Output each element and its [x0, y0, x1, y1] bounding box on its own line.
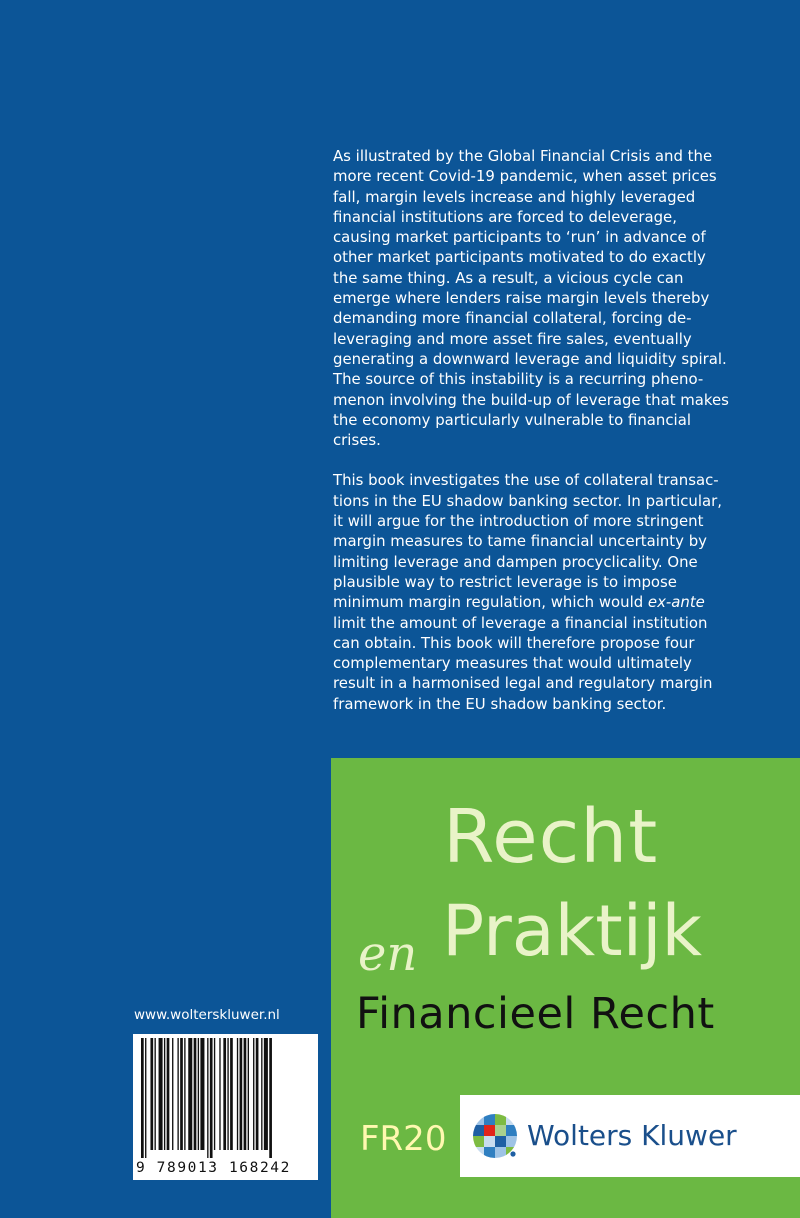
blurb-line: As illustrated by the Global Financial Crisis and the	[333, 147, 713, 165]
series-subtitle: Financieel Recht	[356, 989, 715, 1039]
blurb-line: the same thing. As a result, a vicious cycle can	[333, 268, 684, 287]
blurb-line: emerge where lenders raise margin levels thereby	[333, 289, 710, 308]
blurb-paragraph-2	[333, 470, 751, 714]
series-title-recht: Recht	[443, 794, 659, 880]
series-code: FR20	[360, 1119, 447, 1159]
blurb-line: framework in the EU shadow banking sector.	[333, 694, 667, 713]
blurb-line: This book investigates the use of collateral transac-	[333, 471, 719, 490]
blurb-line: causing market participants to ‘run’ in advance of	[333, 228, 706, 247]
blurb-line: demanding more financial collateral, forcing de-	[333, 309, 692, 328]
website-url: www.wolterskluwer.nl	[134, 1007, 280, 1023]
blurb-italic-term: ex-ante	[647, 593, 705, 612]
blurb-line: financial institutions are forced to deleverage,	[333, 207, 677, 226]
blurb-line: more recent Covid-19 pandemic, when asset prices	[333, 167, 717, 186]
isbn-barcode	[133, 1034, 318, 1180]
publisher-logo-block	[460, 1095, 800, 1177]
blurb-line: plausible way to restrict leverage is to impose	[333, 572, 677, 591]
wolters-kluwer-globe-icon	[472, 1113, 518, 1163]
blurb-line: menon involving the build-up of leverage that makes	[333, 390, 729, 409]
series-title-praktijk: Praktijk	[442, 890, 703, 972]
barcode-bars	[139, 1038, 311, 1158]
isbn-number: 9 789013 168242	[136, 1160, 291, 1176]
blurb-line: complementary measures that would ultimately	[333, 654, 692, 673]
series-title-en: en	[358, 926, 418, 982]
blurb-line: result in a harmonised legal and regulatory margin	[333, 674, 713, 693]
blurb-paragraph-1	[333, 146, 751, 450]
blurb-line: generating a downward leverage and liquidity spiral.	[333, 349, 727, 368]
blurb-line: The source of this instability is a recurring pheno-	[333, 370, 704, 389]
blurb-line	[333, 592, 751, 612]
publisher-name: Wolters Kluwer	[527, 1119, 737, 1152]
blurb-line: crises.	[333, 431, 381, 450]
blurb-line: limiting leverage and dampen procyclicality. One	[333, 552, 698, 571]
back-cover-blurb	[333, 146, 751, 714]
blurb-line: can obtain. This book will therefore propose four	[333, 633, 695, 652]
blurb-text: minimum margin regulation, which would	[333, 593, 644, 612]
blurb-line: it will argue for the introduction of more stringent	[333, 512, 704, 531]
blurb-line: tions in the EU shadow banking sector. In particular,	[333, 491, 722, 510]
blurb-line: fall, margin levels increase and highly leveraged	[333, 187, 696, 206]
blurb-line: margin measures to tame financial uncertainty by	[333, 532, 707, 551]
blurb-line: limit the amount of leverage a financial institution	[333, 613, 708, 632]
blurb-line: the economy particularly vulnerable to financial	[333, 410, 691, 429]
blurb-line: leveraging and more asset fire sales, eventually	[333, 329, 692, 348]
blurb-line: other market participants motivated to do exactly	[333, 248, 706, 267]
